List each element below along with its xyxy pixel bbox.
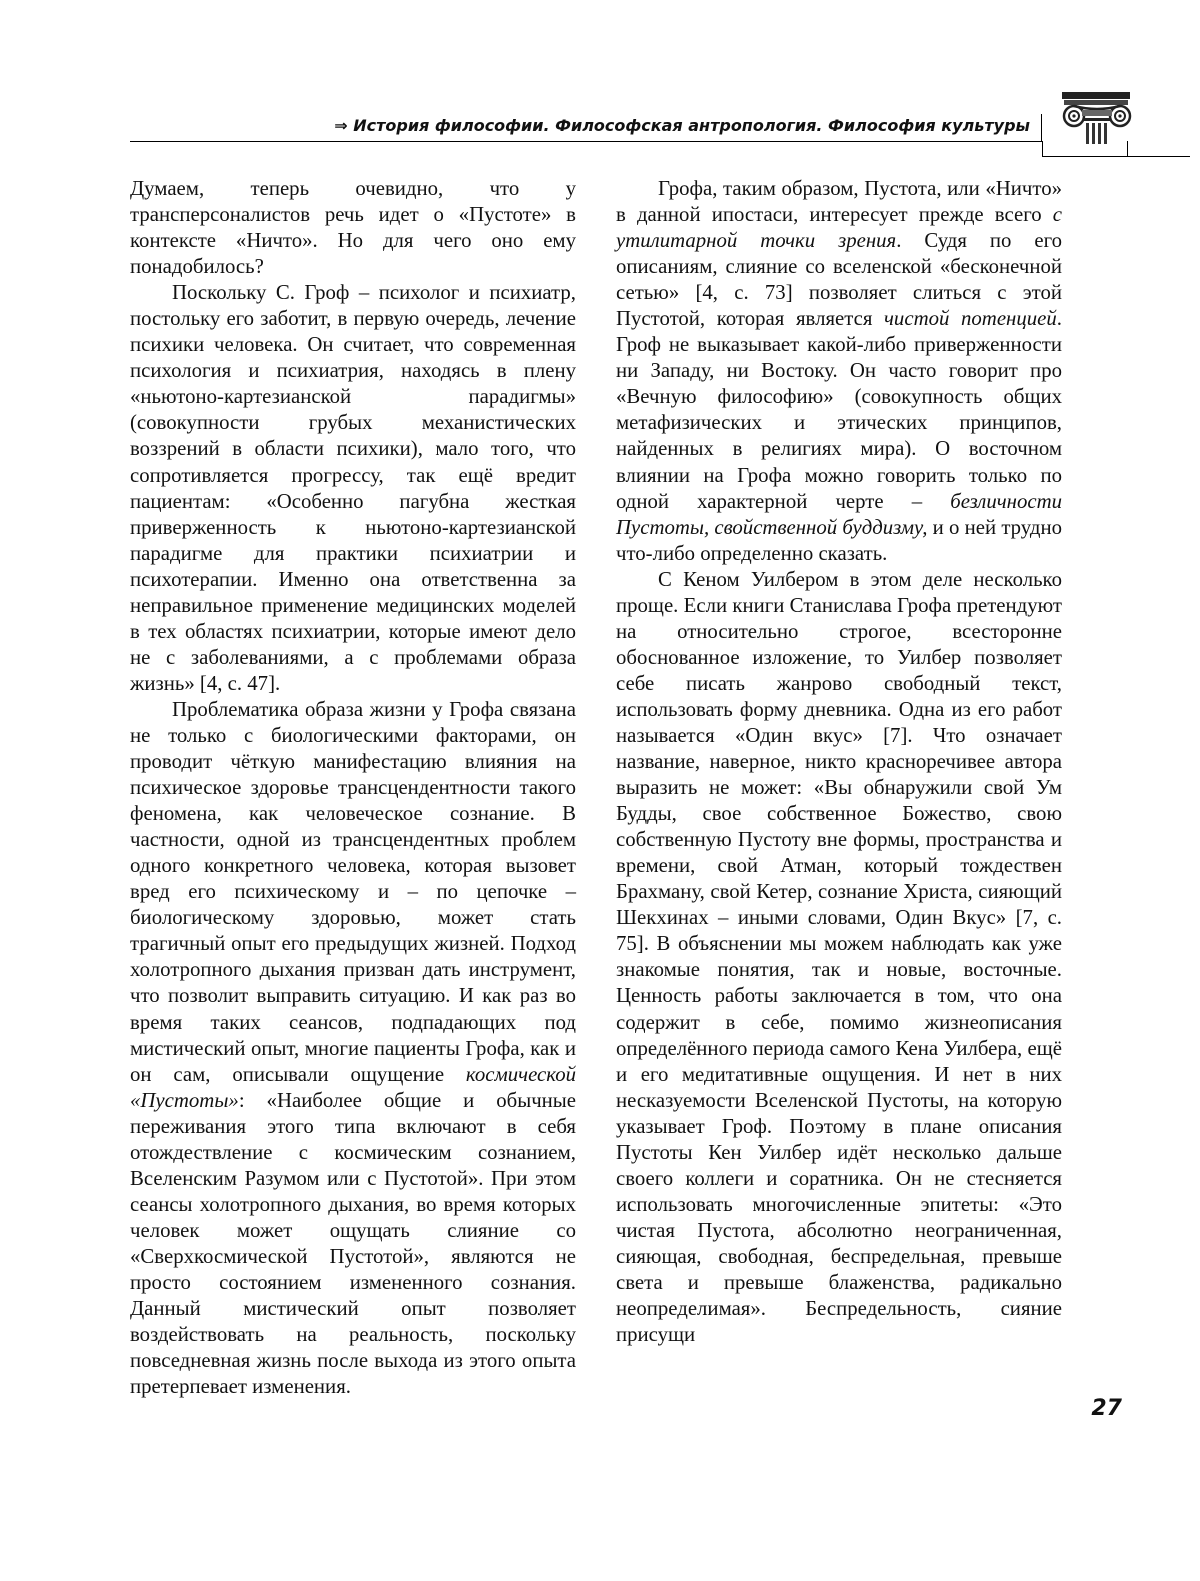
header-rule [130,141,1042,142]
left-p3-text-a: Проблематика образа жизни у Грофа связана не только с биологическими факторами, он проводит чёткую манифестацию влияния на психическое здоровье трансцендентности такого феномена, как человеческое сознание. В частности, одной из трансцендентных проблем одного конкретного человека, которая вызовет вред его психическому и – по цепочке – биологическому здоровью, может стать трагичный опыт его предыдущих жизней. Подход холотропного дыхания призван дать инструмент, что позволит выправить ситуацию. И как раз во время таких сеансов, подпадающих под мистический опыт, многие пациенты Грофа, как и он сам, описывали ощущение [130,697,576,1086]
left-paragraph-3 [130,697,576,1400]
right-paragraph-2: С Кеном Уилбером в этом деле несколько проще. Если книги Станислава Грофа претендуют на относительно строгое, всесторонне обоснованное изложение, то Уилбер позволяет себе писать жанрово свободный текст, использовать форму дневника. Одна из его работ называется «Один вкус» [7]. Что означает название, наверное, никто красноречивее автора выразить не может: «Вы обнаружили свой Ум Будды, свое собственное Божество, свою собственную Пустоту вне формы, пространства и времени, свой Атман, который тождествен Брахману, свой Кетер, сознание Христа, сияющий Шекхинах – иными словами, Один Вкус» [7, с. 75]. В объяснении мы можем наблюдать как уже знакомые понятия, так и новые, восточные. Ценность работы заключается в том, что она содержит в себе, помимо жизнеописания определённого периода самого Кена Уилбера, ещё и его медитативные ощущения. И нет в них несказуемости Вселенской Пустоты, на которую указывает Гроф. Поэтому в плане описания Пустоты Кен Уилбер идёт несколько дальше своего коллеги и соратника. Он не стесняется использовать многочисленные эпитеты: «Это чистая Пустота, абсолютно неограниченная, сияющая, свободная, беспредельная, превыше света и превыше блаженства, радикально неопределимая». Беспредельность, сияние присущи [616,567,1062,1347]
header-rule-right [1042,156,1190,157]
running-header: ⇒ История философии. Философская антропология. Философия культуры [334,116,1030,135]
right-paragraph-1 [616,176,1062,567]
right-p1-text-b: . Судя по его описаниям, слияние со вселенской «бесконечной сетью» [4, с. 73] позволяет слиться с этой Пустотой, которая является [616,229,1063,331]
right-p1-emphasis-2: чистой потенцией [884,307,1057,331]
left-p3-text-b: : «Наиболее общие и обычные переживания этого типа включают в себя отождествление с космическим сознанием, Вселенским Разумом или с Пустотой». При этом сеансы холотропного дыхания, во время которых человек может ощущать слияние со «Сверхкосмической Пустотой», являются не просто состоянием измененного сознания. Данный мистический опыт позволяет воздействовать на реальность, поскольку повседневная жизнь после выхода из этого опыта претерпевает изменения. [130,1088,576,1399]
ionic-column-logo-icon [1062,92,1132,144]
right-p1-emphasis-1: с утилитарной точки зрения [616,203,1062,253]
left-paragraph-2: Поскольку С. Гроф – психолог и психиатр, постольку его заботит, в первую очередь, лечение психики человека. Он считает, что современная психология и психиатрия, находясь в плену «ньютоно-картезианской парадигмы» (совокупности грубых механистических воззрений в области психики), мало того, что сопротивляется прогрессу, так ещё вредит пациентам: «Особенно пагубна жесткая приверженность к ньютоно-картезианской парадигме для практики психиатрии и психотерапии. Именно она ответственна за неправильное применение медицинских моделей в тех областях психиатрии, которые имеют дело не с заболеваниями, а с проблемами образа жизнь» [4, с. 47]. [130,281,576,695]
left-p3-emphasis: космической «Пустоты» [130,1062,576,1112]
header-rule-left-tick [1041,114,1042,142]
left-paragraph-1: Думаем, теперь очевидно, что у трансперсоналистов речь идет о «Пустоте» в контексте «Ничто». Но для чего оно ему понадобилось? [130,177,576,279]
left-column [130,176,576,1400]
right-p1-text-d: и о ней трудно что-либо определенно сказать. [616,515,1062,565]
right-p1-text-a: Грофа, таким образом, Пустота, или «Ничто» в данной ипостаси, интересует прежде всего [616,177,1062,227]
header-rule-right-vertical [1042,141,1043,157]
page-number: 27 [1091,1396,1122,1421]
right-column [616,176,1062,1348]
right-p1-emphasis-3: безличности Пустоты, свойственной буддизму, [616,489,1062,539]
right-p1-text-c: . Гроф не выказывает какой-либо приверженности ни Западу, ни Востоку. Он часто говорит про «Вечную философию» (совокупность общих метафизических и этических принципов, найденных в религиях мира). О восточном влиянии на Грофа можно говорить только по одной характерной черте – [616,307,1062,513]
